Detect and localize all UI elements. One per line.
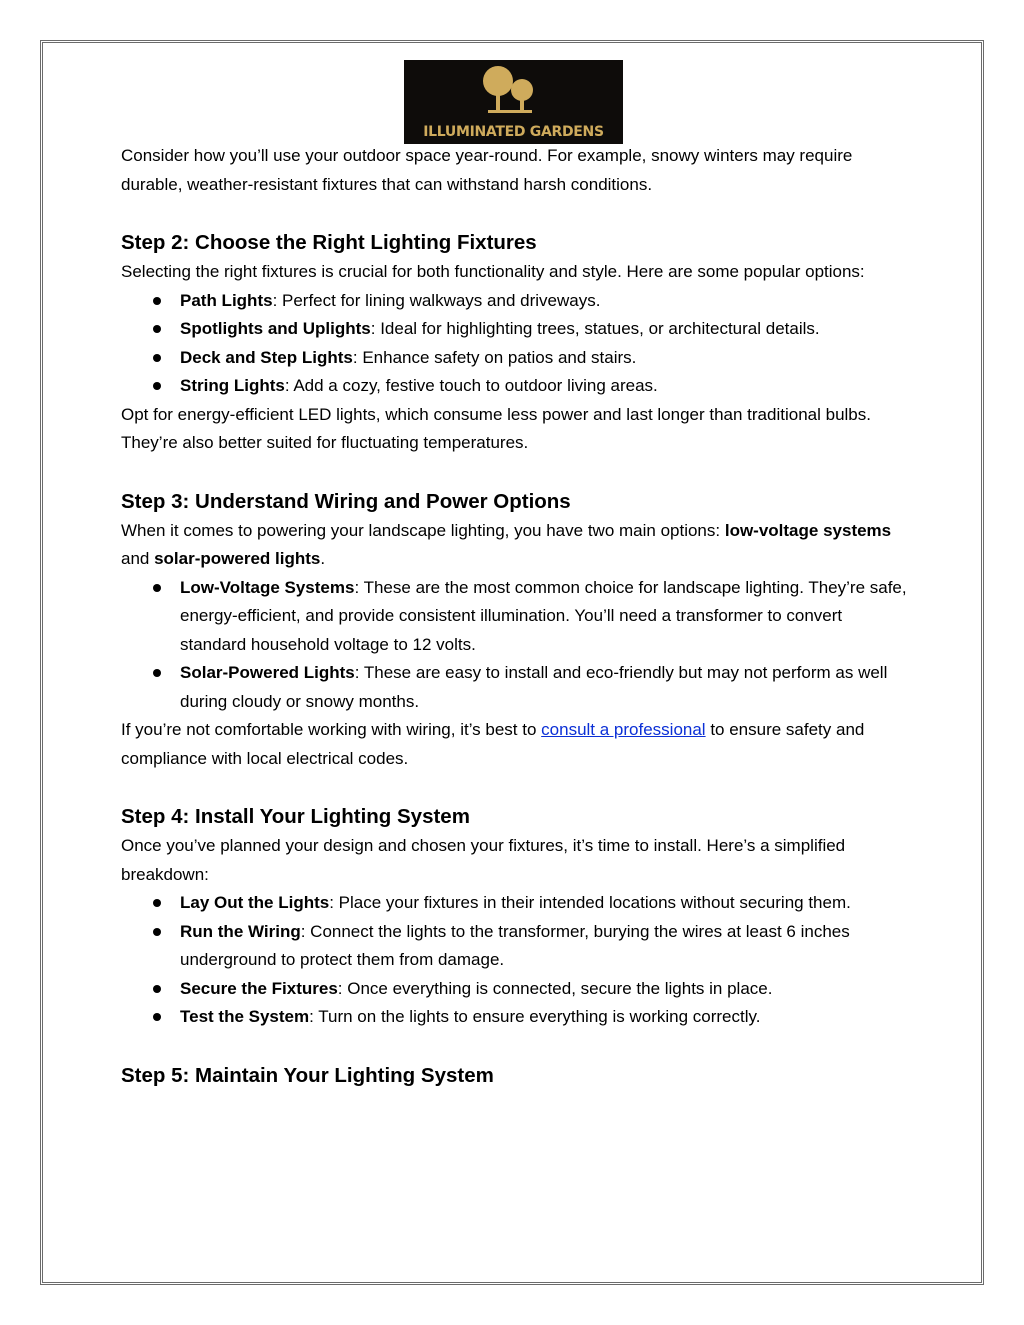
- step-2-outro: Opt for energy-efficient LED lights, which consume less power and last longer than traditional bulbs. They’re also better suited for fluctuating temperatures.: [121, 404, 871, 452]
- step-4-heading: Step 4: Install Your Lighting System: [121, 805, 470, 828]
- list-item: [180, 889, 911, 918]
- list-item: [180, 372, 911, 401]
- step-5-heading: Step 5: Maintain Your Lighting System: [121, 1063, 494, 1087]
- list-item-term: Spotlights and Uplights: [180, 319, 371, 338]
- consult-professional-link[interactable]: consult a professional: [541, 720, 706, 739]
- list-item: [180, 918, 911, 975]
- list-item: [180, 344, 911, 373]
- fixtures-list: [121, 287, 911, 401]
- list-item-desc: : Once everything is connected, secure the lights in place.: [337, 978, 773, 998]
- list-item: [180, 574, 911, 660]
- power-options-list: [121, 574, 911, 717]
- step-3-intro-bold-low-voltage: low-voltage systems: [724, 520, 892, 540]
- step-2-intro: Selecting the right fixtures is crucial for both functionality and style. Here are some popular options:: [121, 262, 865, 281]
- step-4-intro: Once you’ve planned your design and chosen your fixtures, it’s time to install. Here’s a simplified breakdown:: [121, 836, 846, 884]
- list-item-term: Solar-Powered Lights: [180, 663, 355, 682]
- list-item-desc: : These are easy to install and eco-friendly but may not perform as well during cloudy or snowy months.: [180, 663, 888, 711]
- step-3-heading: Step 3: Understand Wiring and Power Options: [121, 489, 571, 513]
- step-3-outro-text: If you’re not comfortable working with wiring, it’s best to: [121, 720, 542, 739]
- list-item-term: Low-Voltage Systems: [180, 577, 355, 597]
- intro-paragraph: Consider how you’ll use your outdoor space year-round. For example, snowy winters may require durable, weather-resistant fixtures that can withstand harsh conditions.: [121, 146, 853, 194]
- list-item-term: Deck and Step Lights: [180, 347, 353, 367]
- step-3-outro: [121, 716, 911, 773]
- list-item-term: Path Lights: [180, 290, 273, 310]
- install-steps-list: [121, 889, 911, 1032]
- list-item-desc: : Ideal for highlighting trees, statues, or architectural details.: [370, 319, 820, 338]
- list-item: [180, 287, 911, 316]
- list-item: [180, 659, 911, 716]
- list-item-term: String Lights: [180, 376, 285, 395]
- document-body: [121, 142, 911, 1091]
- list-item-desc: : Add a cozy, festive touch to outdoor living areas.: [284, 376, 658, 395]
- list-item-term: Secure the Fixtures: [180, 978, 338, 998]
- step-3-intro-joiner: and: [121, 549, 155, 568]
- list-item: [180, 315, 911, 344]
- brand-logo: [404, 60, 623, 144]
- list-item-desc: : Connect the lights to the transformer, burying the wires at least 6 inches underground to protect them from damage.: [180, 921, 850, 969]
- step-3-outro-text-end: to ensure safety and compliance with local electrical codes.: [121, 720, 865, 768]
- step-3-intro-text: When it comes to powering your landscape lighting, you have two main options:: [121, 520, 725, 540]
- logo-wordmark: ILLUMINATED GARDENS: [423, 124, 604, 140]
- list-item-desc: : Place your fixtures in their intended locations without securing them.: [329, 893, 851, 912]
- list-item-desc: : Perfect for lining walkways and driveways.: [272, 290, 601, 310]
- list-item-desc: : Enhance safety on patios and stairs.: [352, 347, 637, 367]
- list-item-term: Test the System: [180, 1007, 310, 1026]
- step-2-heading: Step 2: Choose the Right Lighting Fixtures: [121, 231, 537, 254]
- list-item: [180, 1003, 911, 1032]
- step-3-intro-period: .: [320, 549, 326, 568]
- step-3-intro-bold-solar: solar-powered lights: [154, 549, 321, 568]
- list-item-term: Run the Wiring: [180, 921, 301, 941]
- list-item-desc: : These are the most common choice for landscape lighting. They’re safe, energy-efficient, and provide consistent illumination. You’ll need a transformer to convert standard household voltage to 12 volts.: [180, 577, 907, 654]
- list-item-desc: : Turn on the lights to ensure everything is working correctly.: [309, 1007, 761, 1026]
- step-3-intro: [121, 517, 911, 574]
- list-item: [180, 975, 911, 1004]
- list-item-term: Lay Out the Lights: [180, 893, 330, 912]
